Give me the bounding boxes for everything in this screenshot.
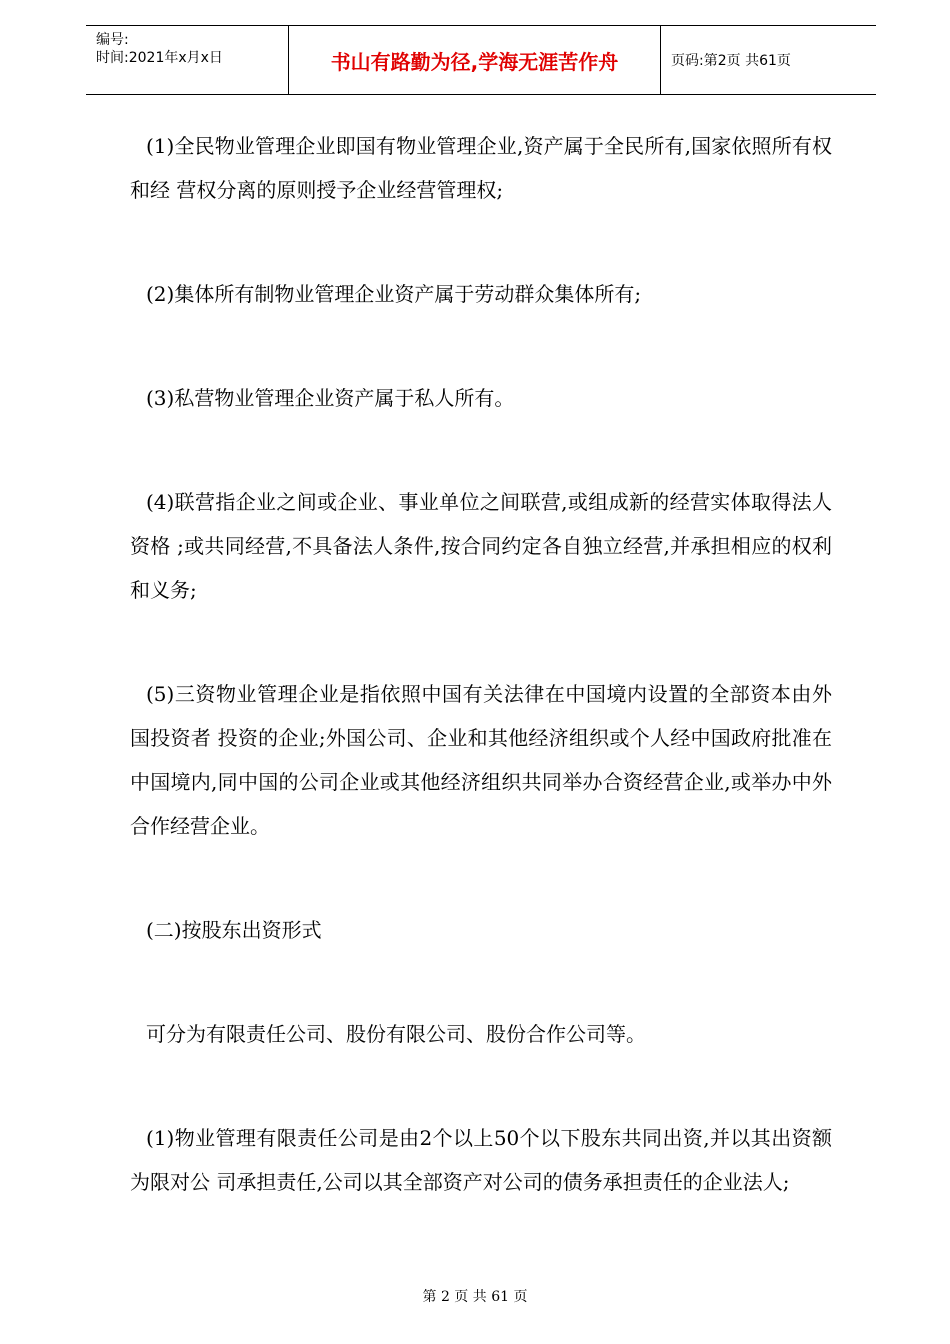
paragraph-1: (1)全民物业管理企业即国有物业管理企业,资产属于全民所有,国家依照所有权和经 营权分离的原则授予企业经营管理权; — [130, 134, 832, 202]
paragraph-4: (4)联营指企业之间或企业、事业单位之间联营,或组成新的经营实体取得法人资格 ;或共同经营,不具备法人条件,按合同约定各自独立经营,并承担相应的权利和义务; — [130, 490, 832, 602]
header-time-label: 时间:2021年x月x日 — [96, 50, 223, 66]
paragraph-7: (1)物业管理有限责任公司是由2个以上50个以下股东共同出资,并以其出资额为限对公 司承担责任,公司以其全部资产对公司的债务承担责任的企业法人; — [130, 1126, 832, 1194]
header-number-label: 编号: — [96, 32, 129, 48]
paragraph-5: (5)三资物业管理企业是指依照中国有关法律在中国境内设置的全部资本由外国投资者 投资的企业;外国公司、企业和其他经济组织或个人经中国政府批准在中国境内,同中国的公司企业或其他经济组织共同举办合资经营企业,或举办中外合作经营企业。 — [130, 682, 832, 838]
paragraph-3: (3)私营物业管理企业资产属于私人所有。 — [146, 386, 515, 410]
header-motto: 书山有路勤为径,学海无涯苦作舟 — [289, 26, 661, 94]
header-page-label: 页码:第2页 共61页 — [671, 53, 791, 69]
page-footer: 第 2 页 共 61 页 — [422, 1289, 528, 1305]
document-body — [130, 124, 832, 1264]
paragraph-2: (2)集体所有制物业管理企业资产属于劳动群众集体所有; — [146, 282, 642, 306]
header-meta — [86, 26, 289, 94]
document-header — [86, 25, 876, 95]
section-heading: (二)按股东出资形式 — [146, 918, 322, 942]
paragraph-6: 可分为有限责任公司、股份有限公司、股份合作公司等。 — [146, 1022, 646, 1046]
